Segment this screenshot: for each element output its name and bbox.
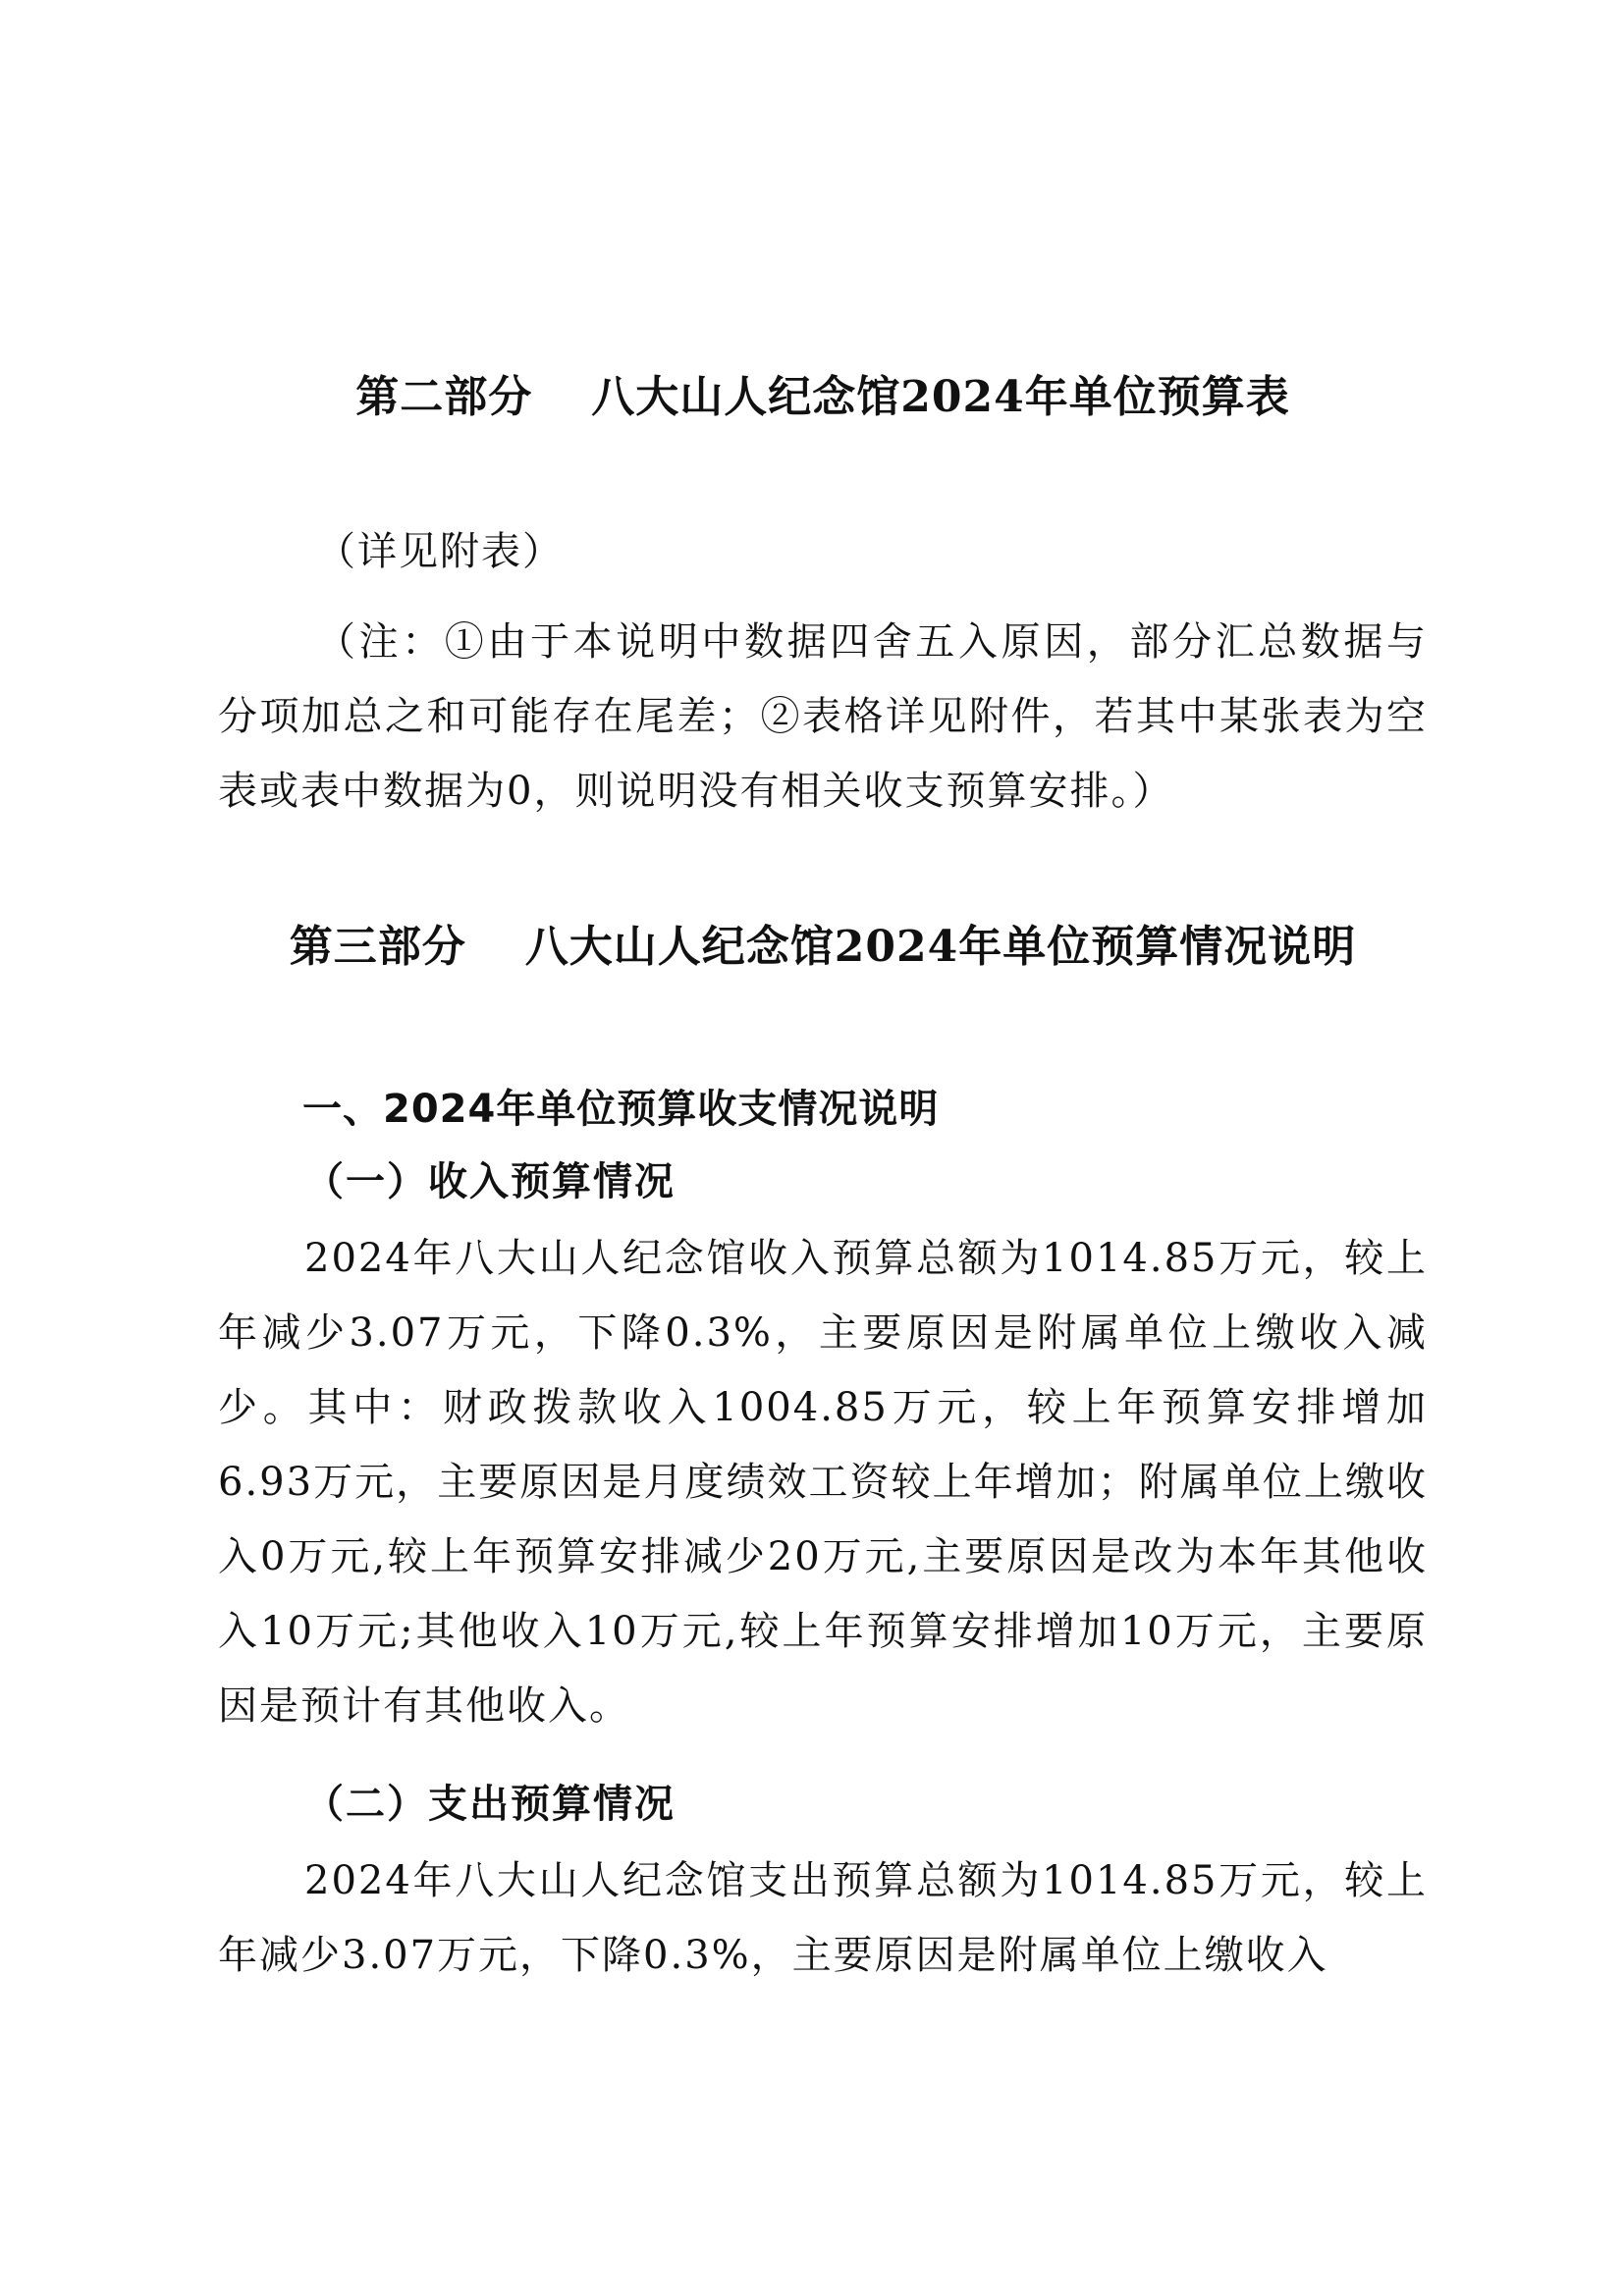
expense-heading: （二）支出预算情况 (304, 1781, 676, 1827)
part3-heading (218, 911, 1428, 974)
part2-prefix: 第二部分 (355, 372, 533, 422)
see-attachment-note: （详见附表） (316, 529, 564, 574)
section1-heading: 一、2024年单位预算收支情况说明 (302, 1087, 940, 1132)
part3-title: 八大山人纪念馆2024年单位预算情况说明 (524, 922, 1357, 972)
income-paragraph: 2024年八大山人纪念馆收入预算总额为1014.85万元，较上年减少3.07万元，下降0.3%，主要原因是附属单位上缴收入减少。其中：财政拨款收入1004.85万元，较上年预算安排增加6.93万元，主要原因是月度绩效工资较上年增加；附属单位上缴收入0万元,较上年预算安排减少20万元,主要原因是改为本年其他收入10万元;其他收入10万元,较上年预算安排增加10万元，主要原因是预计有其他收入。 (218, 1236, 1428, 1729)
expense-paragraph: 2024年八大山人纪念馆支出预算总额为1014.85万元，较上年减少3.07万元，下降0.3%，主要原因是附属单位上缴收入 (218, 1858, 1428, 1978)
part3-prefix: 第三部分 (289, 922, 466, 972)
part2-title: 八大山人纪念馆2024年单位预算表 (591, 372, 1290, 422)
income-heading: （一）收入预算情况 (304, 1158, 676, 1204)
data-rounding-note: （注：①由于本说明中数据四舍五入原因，部分汇总数据与分项加总之和可能存在尾差；②表格详见附件，若其中某张表为空表或表中数据为0，则说明没有相关收支预算安排。） (218, 619, 1428, 814)
part2-heading (218, 361, 1428, 424)
